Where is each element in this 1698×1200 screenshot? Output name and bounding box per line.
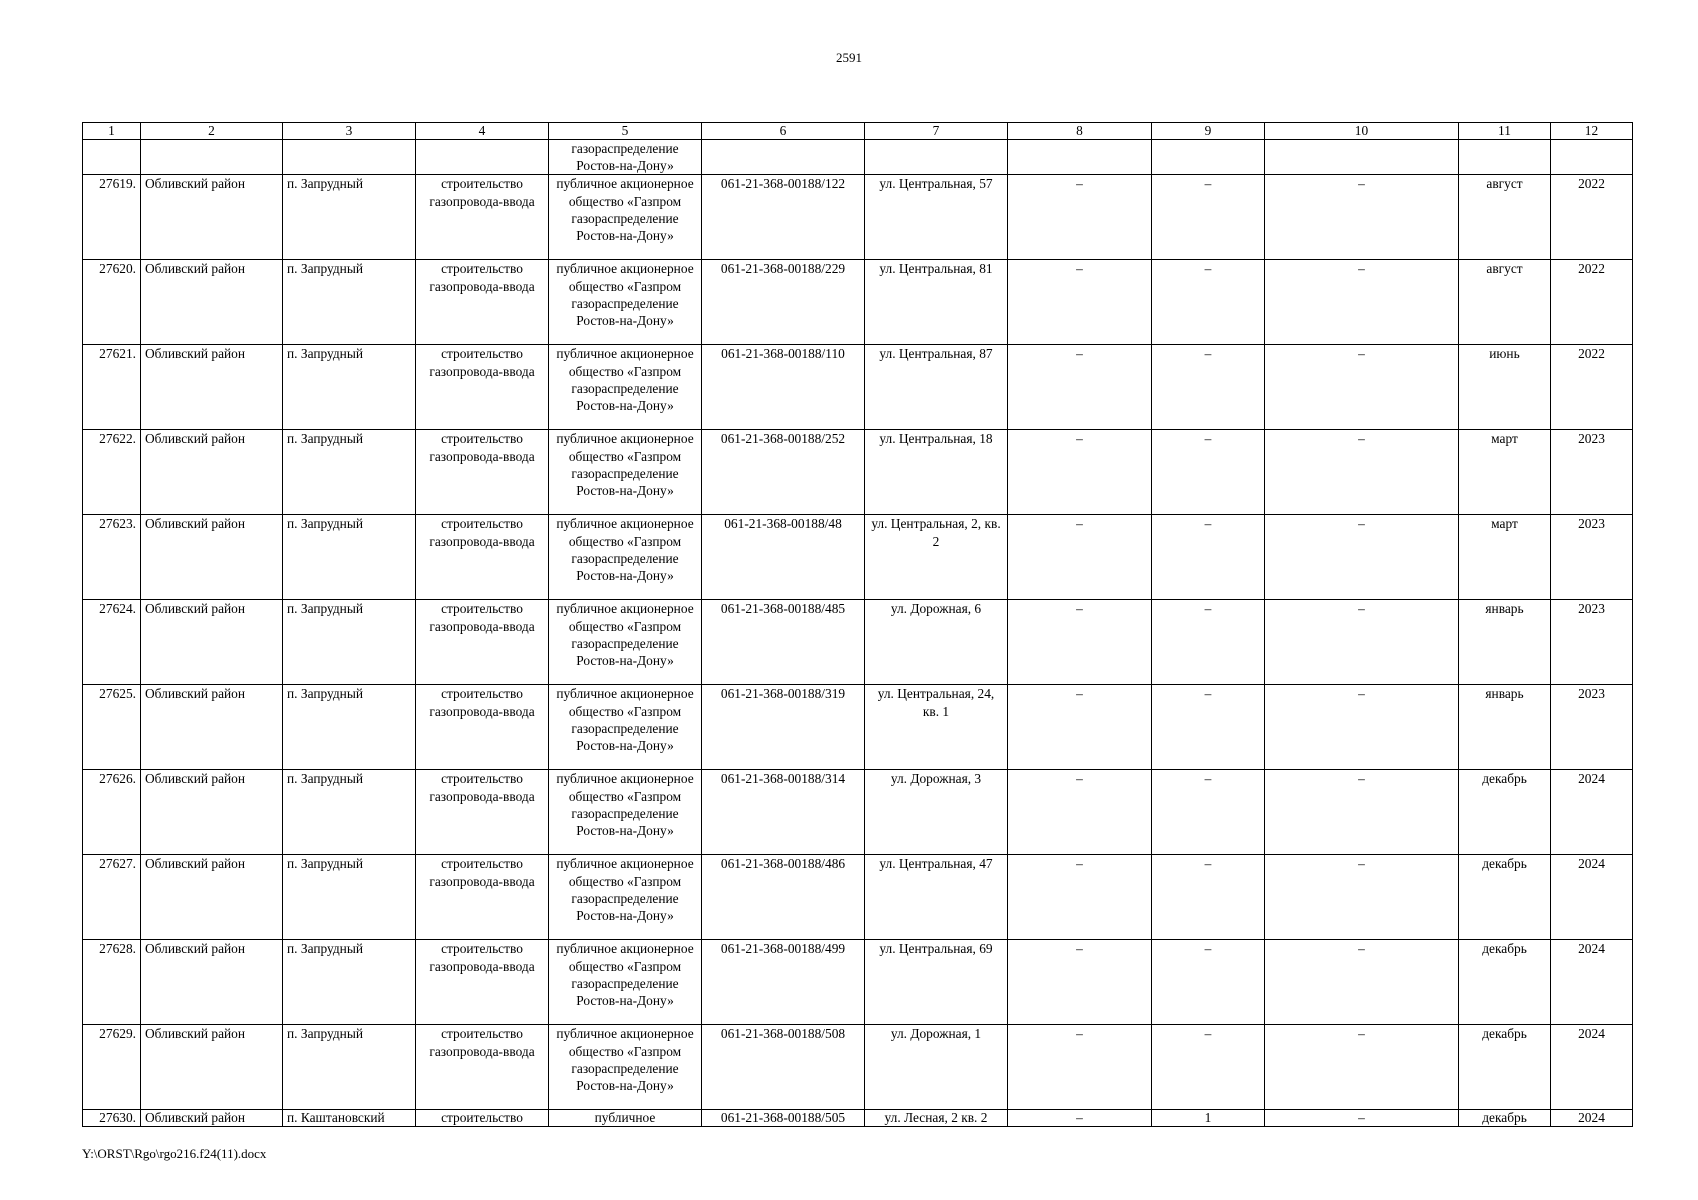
table-row: [83, 1025, 1633, 1110]
column-9-cell: –: [1152, 770, 1265, 855]
page-number: 2591: [836, 50, 862, 65]
column-10-cell: –: [1265, 600, 1459, 685]
settlement-cell: п. Запрудный: [283, 1025, 416, 1110]
column-number: 6: [702, 123, 865, 140]
column-8-cell: –: [1008, 770, 1152, 855]
work-type-cell: строительство газопровода-ввода: [416, 770, 549, 855]
column-number: 11: [1459, 123, 1551, 140]
work-type-cell: строительство газопровода-ввода: [416, 260, 549, 345]
column-number: 9: [1152, 123, 1265, 140]
column-10-cell: –: [1265, 770, 1459, 855]
month-cell: декабрь: [1459, 940, 1551, 1025]
column-10-cell: –: [1265, 1025, 1459, 1110]
district-cell: Обливский район: [141, 600, 283, 685]
month-cell: декабрь: [1459, 855, 1551, 940]
column-8-cell: –: [1008, 515, 1152, 600]
district-cell: Обливский район: [141, 855, 283, 940]
month-cell: март: [1459, 515, 1551, 600]
column-10-cell: –: [1265, 940, 1459, 1025]
work-type-cell: строительство газопровода-ввода: [416, 855, 549, 940]
organization-cell: публичное: [549, 1110, 702, 1127]
column-8-cell: –: [1008, 430, 1152, 515]
row-number-cell: 27621.: [83, 345, 141, 430]
column-10-cell: –: [1265, 430, 1459, 515]
month-cell: январь: [1459, 685, 1551, 770]
organization-cell: публичное акционерное общество «Газпром газораспределение Ростов-на-Дону»: [549, 600, 702, 685]
column-10-cell: –: [1265, 345, 1459, 430]
continuation-row: [83, 140, 1633, 175]
object-code-cell: 061-21-368-00188/505: [702, 1110, 865, 1127]
organization-cell: публичное акционерное общество «Газпром газораспределение Ростов-на-Дону»: [549, 940, 702, 1025]
organization-cell: публичное акционерное общество «Газпром газораспределение Ростов-на-Дону»: [549, 260, 702, 345]
table-row: [83, 940, 1633, 1025]
row-number-cell: 27625.: [83, 685, 141, 770]
organization-cell: публичное акционерное общество «Газпром газораспределение Ростов-на-Дону»: [549, 345, 702, 430]
address-cell: ул. Центральная, 47: [865, 855, 1008, 940]
row-number-cell: 27629.: [83, 1025, 141, 1110]
table-body: [83, 123, 1633, 1127]
work-type-cell: строительство газопровода-ввода: [416, 1025, 549, 1110]
district-cell: Обливский район: [141, 430, 283, 515]
table-row: [83, 515, 1633, 600]
column-10-cell: –: [1265, 1110, 1459, 1127]
organization-cell: газораспределение Ростов-на-Дону»: [549, 140, 702, 175]
address-cell: ул. Центральная, 2, кв. 2: [865, 515, 1008, 600]
row-number-cell: 27622.: [83, 430, 141, 515]
organization-cell: публичное акционерное общество «Газпром газораспределение Ростов-на-Дону»: [549, 855, 702, 940]
address-cell: ул. Центральная, 81: [865, 260, 1008, 345]
object-code-cell: 061-21-368-00188/486: [702, 855, 865, 940]
settlement-cell: п. Запрудный: [283, 855, 416, 940]
settlement-cell: п. Запрудный: [283, 770, 416, 855]
district-cell: Обливский район: [141, 260, 283, 345]
work-type-cell: строительство газопровода-ввода: [416, 345, 549, 430]
column-10-cell: –: [1265, 515, 1459, 600]
year-cell: 2022: [1551, 175, 1633, 260]
settlement-cell: п. Запрудный: [283, 515, 416, 600]
organization-cell: публичное акционерное общество «Газпром газораспределение Ростов-на-Дону»: [549, 515, 702, 600]
address-cell: ул. Центральная, 18: [865, 430, 1008, 515]
column-number: 12: [1551, 123, 1633, 140]
organization-cell: публичное акционерное общество «Газпром газораспределение Ростов-на-Дону»: [549, 1025, 702, 1110]
column-number-row: [83, 123, 1633, 140]
district-cell: Обливский район: [141, 345, 283, 430]
object-code-cell: 061-21-368-00188/314: [702, 770, 865, 855]
column-9-cell: –: [1152, 430, 1265, 515]
column-10-cell: –: [1265, 685, 1459, 770]
object-code-cell: 061-21-368-00188/122: [702, 175, 865, 260]
table-row: [83, 600, 1633, 685]
column-9-cell: –: [1152, 260, 1265, 345]
column-9-cell: –: [1152, 940, 1265, 1025]
month-cell: декабрь: [1459, 1110, 1551, 1127]
year-cell: 2024: [1551, 855, 1633, 940]
object-code-cell: 061-21-368-00188/48: [702, 515, 865, 600]
month-cell: январь: [1459, 600, 1551, 685]
district-cell: Обливский район: [141, 685, 283, 770]
table-row: [83, 685, 1633, 770]
year-cell: 2022: [1551, 345, 1633, 430]
district-cell: Обливский район: [141, 940, 283, 1025]
column-9-cell: –: [1152, 600, 1265, 685]
address-cell: ул. Центральная, 24, кв. 1: [865, 685, 1008, 770]
district-cell: Обливский район: [141, 1025, 283, 1110]
month-cell: август: [1459, 260, 1551, 345]
address-cell: ул. Дорожная, 1: [865, 1025, 1008, 1110]
settlement-cell: п. Запрудный: [283, 940, 416, 1025]
work-type-cell: строительство газопровода-ввода: [416, 175, 549, 260]
month-cell: март: [1459, 430, 1551, 515]
column-number: 5: [549, 123, 702, 140]
column-9-cell: –: [1152, 515, 1265, 600]
work-type-cell: строительство газопровода-ввода: [416, 940, 549, 1025]
table-row: [83, 1110, 1633, 1127]
row-number-cell: 27619.: [83, 175, 141, 260]
year-cell: 2022: [1551, 260, 1633, 345]
column-10-cell: –: [1265, 855, 1459, 940]
settlement-cell: п. Запрудный: [283, 175, 416, 260]
work-type-cell: строительство газопровода-ввода: [416, 600, 549, 685]
object-code-cell: 061-21-368-00188/499: [702, 940, 865, 1025]
address-cell: ул. Лесная, 2 кв. 2: [865, 1110, 1008, 1127]
month-cell: июнь: [1459, 345, 1551, 430]
row-number-cell: 27624.: [83, 600, 141, 685]
register-table: [82, 122, 1633, 1127]
column-8-cell: –: [1008, 1025, 1152, 1110]
month-cell: август: [1459, 175, 1551, 260]
address-cell: ул. Дорожная, 3: [865, 770, 1008, 855]
object-code-cell: 061-21-368-00188/110: [702, 345, 865, 430]
month-cell: декабрь: [1459, 770, 1551, 855]
column-number: 1: [83, 123, 141, 140]
month-cell: декабрь: [1459, 1025, 1551, 1110]
district-cell: Обливский район: [141, 515, 283, 600]
column-10-cell: –: [1265, 175, 1459, 260]
year-cell: 2023: [1551, 515, 1633, 600]
work-type-cell: строительство газопровода-ввода: [416, 515, 549, 600]
table-row: [83, 175, 1633, 260]
column-number: 7: [865, 123, 1008, 140]
file-path-footer: Y:\ORST\Rgo\rgo216.f24(11).docx: [82, 1146, 267, 1161]
organization-cell: публичное акционерное общество «Газпром газораспределение Ростов-на-Дону»: [549, 175, 702, 260]
table-row: [83, 345, 1633, 430]
year-cell: 2023: [1551, 600, 1633, 685]
settlement-cell: п. Каштановский: [283, 1110, 416, 1127]
row-number-cell: 27627.: [83, 855, 141, 940]
column-8-cell: –: [1008, 175, 1152, 260]
year-cell: 2023: [1551, 430, 1633, 515]
settlement-cell: п. Запрудный: [283, 260, 416, 345]
column-number: 3: [283, 123, 416, 140]
column-number: 8: [1008, 123, 1152, 140]
column-number: 10: [1265, 123, 1459, 140]
column-8-cell: –: [1008, 1110, 1152, 1127]
district-cell: Обливский район: [141, 1110, 283, 1127]
row-number-cell: 27628.: [83, 940, 141, 1025]
address-cell: ул. Центральная, 57: [865, 175, 1008, 260]
settlement-cell: п. Запрудный: [283, 600, 416, 685]
column-9-cell: –: [1152, 175, 1265, 260]
year-cell: 2024: [1551, 940, 1633, 1025]
column-8-cell: –: [1008, 940, 1152, 1025]
column-9-cell: –: [1152, 345, 1265, 430]
settlement-cell: п. Запрудный: [283, 345, 416, 430]
row-number-cell: 27620.: [83, 260, 141, 345]
column-9-cell: –: [1152, 855, 1265, 940]
year-cell: 2024: [1551, 1110, 1633, 1127]
object-code-cell: 061-21-368-00188/485: [702, 600, 865, 685]
organization-cell: публичное акционерное общество «Газпром газораспределение Ростов-на-Дону»: [549, 685, 702, 770]
organization-cell: публичное акционерное общество «Газпром газораспределение Ростов-на-Дону»: [549, 770, 702, 855]
object-code-cell: 061-21-368-00188/252: [702, 430, 865, 515]
district-cell: Обливский район: [141, 175, 283, 260]
address-cell: ул. Дорожная, 6: [865, 600, 1008, 685]
column-8-cell: –: [1008, 855, 1152, 940]
year-cell: 2024: [1551, 770, 1633, 855]
table-row: [83, 260, 1633, 345]
column-number: 4: [416, 123, 549, 140]
year-cell: 2024: [1551, 1025, 1633, 1110]
year-cell: 2023: [1551, 685, 1633, 770]
row-number-cell: 27626.: [83, 770, 141, 855]
column-8-cell: –: [1008, 600, 1152, 685]
column-10-cell: –: [1265, 260, 1459, 345]
object-code-cell: 061-21-368-00188/229: [702, 260, 865, 345]
object-code-cell: 061-21-368-00188/319: [702, 685, 865, 770]
address-cell: ул. Центральная, 87: [865, 345, 1008, 430]
settlement-cell: п. Запрудный: [283, 430, 416, 515]
column-9-cell: 1: [1152, 1110, 1265, 1127]
column-number: 2: [141, 123, 283, 140]
object-code-cell: 061-21-368-00188/508: [702, 1025, 865, 1110]
column-8-cell: –: [1008, 260, 1152, 345]
column-8-cell: –: [1008, 345, 1152, 430]
column-9-cell: –: [1152, 685, 1265, 770]
organization-cell: публичное акционерное общество «Газпром газораспределение Ростов-на-Дону»: [549, 430, 702, 515]
table-row: [83, 855, 1633, 940]
work-type-cell: строительство: [416, 1110, 549, 1127]
column-9-cell: –: [1152, 1025, 1265, 1110]
table-row: [83, 430, 1633, 515]
district-cell: Обливский район: [141, 770, 283, 855]
row-number-cell: 27630.: [83, 1110, 141, 1127]
row-number-cell: 27623.: [83, 515, 141, 600]
work-type-cell: строительство газопровода-ввода: [416, 685, 549, 770]
column-8-cell: –: [1008, 685, 1152, 770]
address-cell: ул. Центральная, 69: [865, 940, 1008, 1025]
settlement-cell: п. Запрудный: [283, 685, 416, 770]
work-type-cell: строительство газопровода-ввода: [416, 430, 549, 515]
table-row: [83, 770, 1633, 855]
